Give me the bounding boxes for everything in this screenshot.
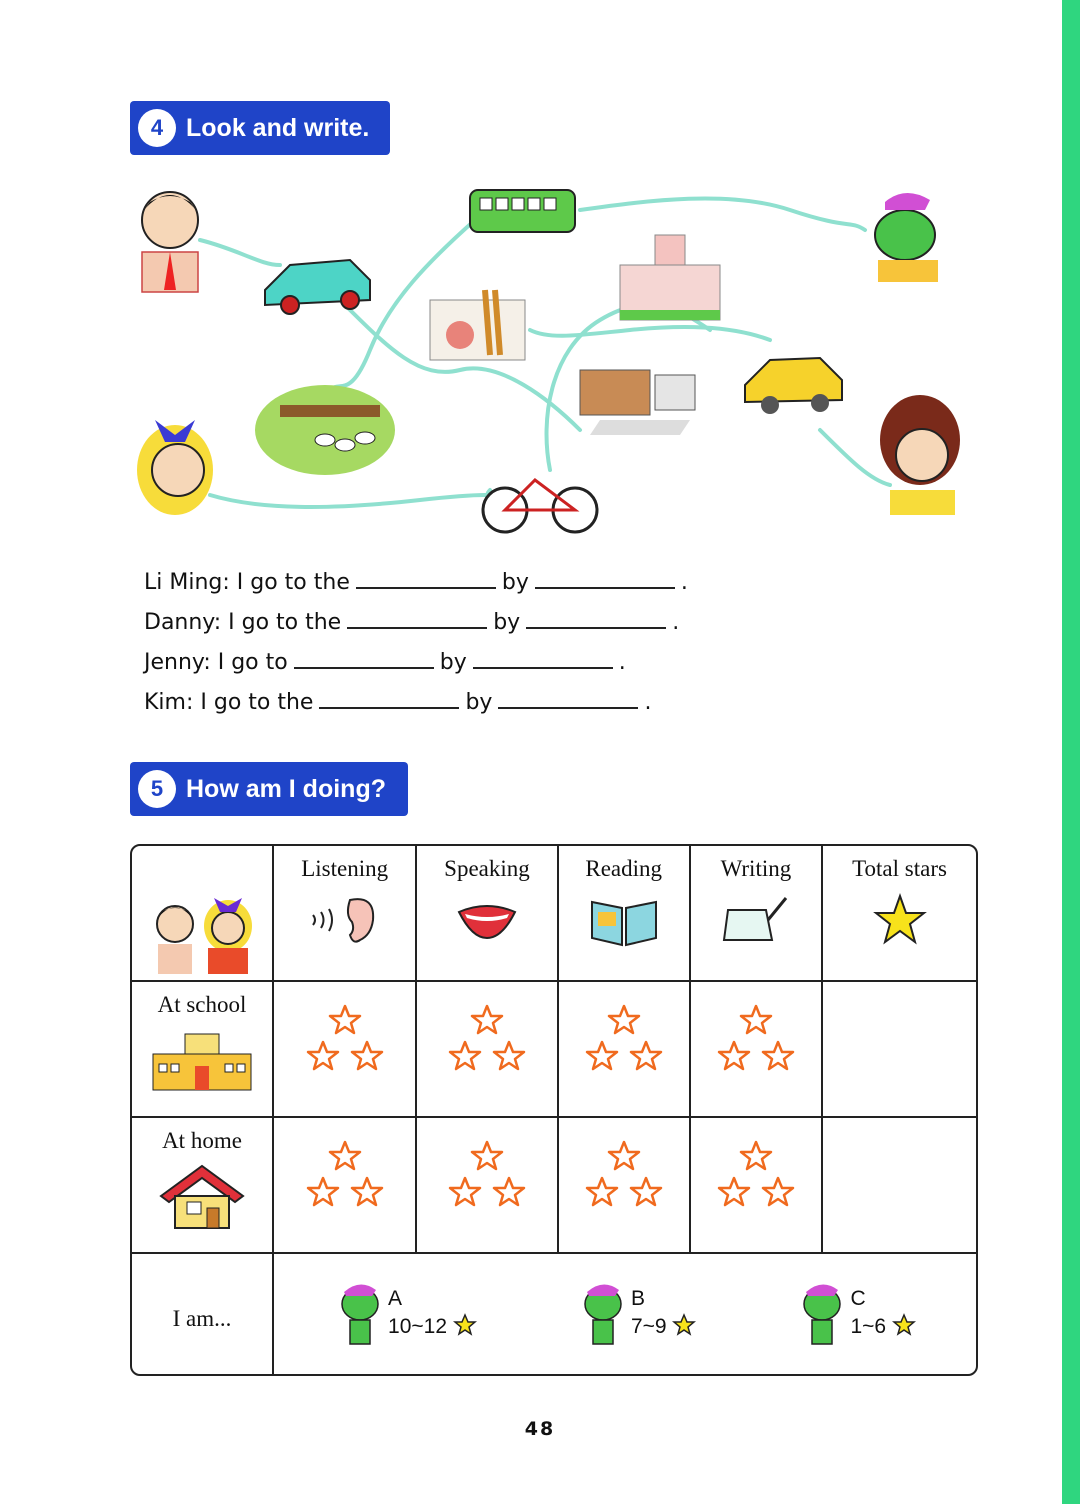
blank-place[interactable] — [294, 645, 434, 669]
notebook-icon — [716, 890, 796, 950]
row-header-at-school: At school — [132, 982, 274, 1118]
section-5-title: How am I doing? — [186, 774, 386, 803]
section-4-title: Look and write. — [186, 113, 370, 142]
star-triangle-icon — [305, 1002, 385, 1072]
self-assessment-table — [130, 844, 978, 1376]
section-4-number: 4 — [138, 109, 176, 147]
sentence-danny: Danny: I go to the by . — [144, 605, 688, 645]
sentence-li-ming: Li Ming: I go to the by . — [144, 565, 688, 605]
stars-school-writing[interactable] — [691, 982, 823, 1118]
rating-scale — [274, 1254, 976, 1374]
fill-in-sentences — [144, 565, 688, 725]
mouth-icon — [447, 890, 527, 950]
kim-figure — [880, 395, 960, 515]
section-5-header — [130, 762, 408, 816]
star-icon — [892, 1313, 916, 1337]
blank-place[interactable] — [319, 685, 459, 709]
farm-picture — [255, 385, 395, 475]
taxi-picture — [745, 358, 842, 414]
bus-picture — [470, 190, 575, 232]
star-triangle-icon — [305, 1138, 385, 1208]
col-header-writing: Writing — [691, 846, 823, 982]
sentence-kim: Kim: I go to the by . — [144, 685, 688, 725]
row-header-i-am: I am... — [132, 1254, 274, 1374]
danny-figure — [875, 193, 938, 282]
building-picture — [620, 235, 720, 320]
blank-place[interactable] — [356, 565, 496, 589]
stars-school-speaking[interactable] — [417, 982, 558, 1118]
stars-home-speaking[interactable] — [417, 1118, 558, 1254]
star-triangle-icon — [584, 1002, 664, 1072]
col-header-listening: Listening — [274, 846, 417, 982]
blank-transport[interactable] — [473, 645, 613, 669]
blank-transport[interactable] — [535, 565, 675, 589]
stars-school-listening[interactable] — [274, 982, 417, 1118]
star-triangle-icon — [447, 1002, 527, 1072]
mascot-icon — [796, 1278, 846, 1348]
star-triangle-icon — [716, 1138, 796, 1208]
stars-school-reading[interactable] — [559, 982, 691, 1118]
library-picture — [580, 370, 695, 435]
kids-header-cell — [132, 846, 274, 982]
col-header-speaking: Speaking — [417, 846, 558, 982]
stars-home-reading[interactable] — [559, 1118, 691, 1254]
kids-icon — [142, 884, 262, 974]
col-header-reading: Reading — [559, 846, 691, 982]
book-icon — [584, 890, 664, 950]
jenny-figure — [137, 420, 213, 515]
mascot-icon — [334, 1278, 384, 1348]
page-number: 48 — [524, 1418, 556, 1440]
blank-place[interactable] — [347, 605, 487, 629]
stars-home-listening[interactable] — [274, 1118, 417, 1254]
li-ming-figure — [142, 192, 198, 292]
total-school-cell[interactable] — [823, 982, 976, 1118]
star-icon — [672, 1313, 696, 1337]
school-icon — [147, 1026, 257, 1096]
mascot-icon — [577, 1278, 627, 1348]
house-icon — [157, 1162, 247, 1232]
section-5-number: 5 — [138, 770, 176, 808]
section-4-header — [130, 101, 390, 155]
zoo-picture — [430, 290, 525, 360]
rating-a[interactable]: A 10~12 — [334, 1278, 477, 1348]
stars-home-writing[interactable] — [691, 1118, 823, 1254]
car-picture — [265, 260, 370, 314]
blank-transport[interactable] — [526, 605, 666, 629]
ear-icon — [305, 890, 385, 950]
rating-b[interactable]: B 7~9 — [577, 1278, 696, 1348]
row-header-at-home: At home — [132, 1118, 274, 1254]
star-triangle-icon — [447, 1138, 527, 1208]
star-triangle-icon — [584, 1138, 664, 1208]
star-icon — [453, 1313, 477, 1337]
total-home-cell[interactable] — [823, 1118, 976, 1254]
rating-c[interactable]: C 1~6 — [796, 1278, 915, 1348]
bicycle-picture — [483, 480, 597, 532]
sentence-jenny: Jenny: I go to by . — [144, 645, 688, 685]
blank-transport[interactable] — [498, 685, 638, 709]
side-color-strip — [1062, 0, 1080, 1504]
col-header-total-stars: Total stars — [823, 846, 976, 982]
star-triangle-icon — [716, 1002, 796, 1072]
star-icon — [870, 890, 930, 950]
travel-map-illustration — [130, 180, 980, 535]
